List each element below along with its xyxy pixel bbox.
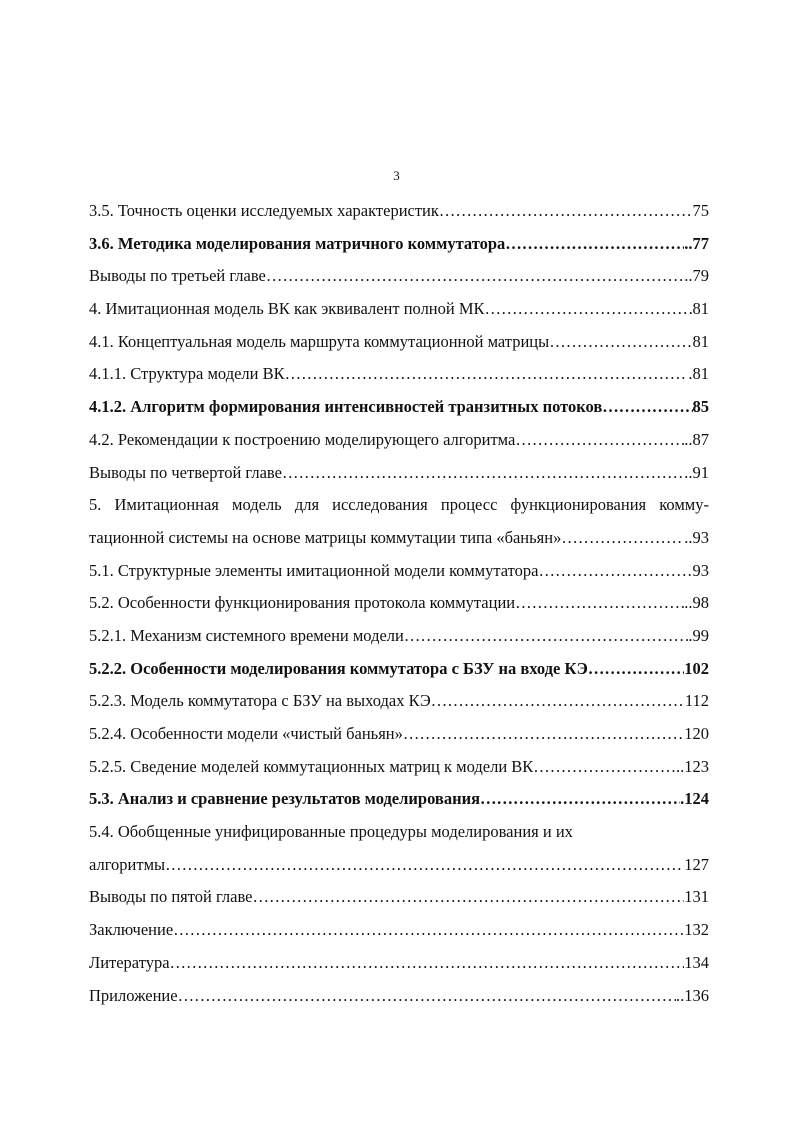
toc-entry-5-4-first-line: 5.4. Обобщенные унифицированные процедуры моделирования и их: [89, 822, 573, 842]
toc-entry-page: ..136: [676, 985, 709, 1005]
toc-entry-page: .81: [688, 364, 709, 384]
toc-entry-3-6: [89, 228, 709, 261]
toc-entry-page: ..98: [684, 593, 709, 613]
toc-entry-5-2-4: [89, 718, 709, 751]
toc-entry-5-2-1: [89, 620, 709, 653]
toc-entry-page: 127: [684, 854, 709, 874]
toc-entry-4: [89, 293, 709, 326]
toc-entry-page: 120: [684, 724, 709, 743]
toc-entry-title: 3.5. Точность оценки исследуемых характеристик: [89, 201, 439, 220]
toc-leader-dots: [285, 358, 689, 391]
toc-leader-dots: [266, 260, 684, 293]
toc-entry-page: 131: [684, 887, 709, 907]
toc-leader-dots: [538, 555, 692, 588]
toc-entry-title: 5.1. Структурные элементы имитационной модели коммутатора: [89, 560, 539, 580]
toc-leader-dots: [602, 391, 692, 424]
toc-leader-dots: [485, 293, 693, 326]
toc-entry-5-3: [89, 783, 709, 816]
toc-entry-4-1-2: [89, 391, 709, 424]
toc-entry-title: тационной системы на основе матрицы коммутации типа «баньян»: [89, 527, 562, 547]
toc-leader-dots: [439, 195, 693, 228]
toc-leader-dots: [403, 718, 684, 751]
toc-entry-page: 85: [692, 397, 709, 417]
toc-leader-dots: [252, 881, 684, 914]
toc-entry-page: ..123: [676, 756, 709, 776]
toc-entry-3-5: [89, 195, 709, 228]
toc-entry-title: Выводы по третьей главе: [89, 266, 266, 286]
toc-entry-page: ..79: [684, 266, 709, 286]
toc-leader-dots: [533, 751, 676, 784]
toc-leader-dots: [515, 424, 684, 457]
toc-entry-5-first-line: 5. Имитационная модель для исследования процесс функционирования комму-: [89, 495, 709, 515]
toc-entry-title: Выводы по пятой главе: [89, 887, 253, 907]
toc-entry-5-1: [89, 555, 709, 588]
toc-entry-page: ..77: [684, 233, 709, 253]
toc-entry-4-1-1: [89, 358, 709, 391]
toc-entry-page: 81: [692, 299, 709, 319]
page-number: 3: [393, 168, 400, 183]
toc-entry-page: 112: [684, 691, 709, 711]
toc-entry-title: 5.2.2. Особенности моделирования коммутатора с БЗУ на входе КЭ: [89, 658, 588, 678]
toc-entry-conclusions-3: [89, 260, 709, 293]
toc-entry-title: Приложение: [89, 985, 178, 1005]
toc-entry-conclusions-5: [89, 881, 709, 914]
toc-entry-page: 75: [692, 201, 709, 220]
toc-leader-dots: [173, 914, 684, 947]
toc-entry-title: 5.2. Особенности функционирования протокола коммутации: [89, 593, 516, 613]
toc-entry-page: 134: [684, 952, 709, 972]
toc-entry-title: 5.2.1. Механизм системного времени модели: [89, 625, 404, 645]
toc-leader-dots: [480, 783, 680, 816]
toc-leader-dots: [588, 653, 684, 686]
toc-entry-page: 132: [684, 920, 709, 940]
toc-entry-page: ..87: [684, 429, 709, 449]
toc-entry-title: 3.6. Методика моделирования матричного коммутатора: [89, 233, 506, 253]
toc-leader-dots: [282, 457, 688, 490]
toc-entry-title: алгоритмы: [89, 854, 166, 874]
toc-leader-dots: [515, 587, 684, 620]
toc-entry-5-4: [89, 849, 709, 882]
toc-entry-page: 102: [684, 658, 709, 678]
toc-entry-4-1: [89, 326, 709, 359]
toc-entry-literature: [89, 947, 709, 980]
toc-leader-dots: [505, 228, 684, 261]
toc-leader-dots: [170, 947, 685, 980]
toc-entry-title: 5.3. Анализ и сравнение результатов моделирования: [89, 789, 481, 809]
toc-entry-page: ..93: [684, 527, 709, 547]
toc-entry-5: [89, 522, 709, 555]
toc-entry-page: .124: [680, 789, 709, 809]
toc-leader-dots: [549, 326, 692, 359]
toc-entry-page: .91: [688, 462, 709, 482]
toc-entry-page: 93: [692, 560, 709, 580]
toc-entry-page: .99: [688, 625, 709, 645]
toc-entry-title: 5.2.3. Модель коммутатора с БЗУ на выходах КЭ: [89, 691, 431, 711]
toc-entry-5-2-3: [89, 685, 709, 718]
toc-entry-title: 4.2. Рекомендации к построению моделирующего алгоритма: [89, 429, 516, 449]
toc-entry-5-2-5: [89, 751, 709, 784]
toc-entry-5-2-2: [89, 653, 709, 686]
toc-entry-title: Заключение: [89, 920, 174, 940]
toc-entry-title: 5.2.4. Особенности модели «чистый баньян»: [89, 724, 403, 743]
toc-entry-conclusions-4: [89, 457, 709, 490]
toc-entry-title: 4. Имитационная модель ВК как эквивалент полной МК: [89, 299, 485, 319]
toc-entry-title: 5.2.5. Сведение моделей коммутационных матриц к модели ВК: [89, 756, 534, 776]
toc-leader-dots: [561, 522, 684, 555]
toc-entry-title: Литература: [89, 952, 170, 972]
toc-entry-page: 81: [692, 331, 709, 351]
toc-entry-title: 4.1.2. Алгоритм формирования интенсивностей транзитных потоков: [89, 397, 603, 417]
toc-entry-title: 4.1.1. Структура модели ВК: [89, 364, 285, 384]
toc-leader-dots: [165, 849, 684, 882]
toc-entry-conclusion: [89, 914, 709, 947]
toc-leader-dots: [178, 980, 676, 1013]
toc-entry-appendix: [89, 980, 709, 1013]
toc-leader-dots: [404, 620, 689, 653]
toc-entry-title: Выводы по четвертой главе: [89, 462, 282, 482]
toc-entry-5-2: [89, 587, 709, 620]
toc-entry-title: 4.1. Концептуальная модель маршрута коммутационной матрицы: [89, 331, 550, 351]
table-of-contents: [89, 195, 709, 1012]
toc-leader-dots: [431, 685, 685, 718]
toc-entry-4-2: [89, 424, 709, 457]
